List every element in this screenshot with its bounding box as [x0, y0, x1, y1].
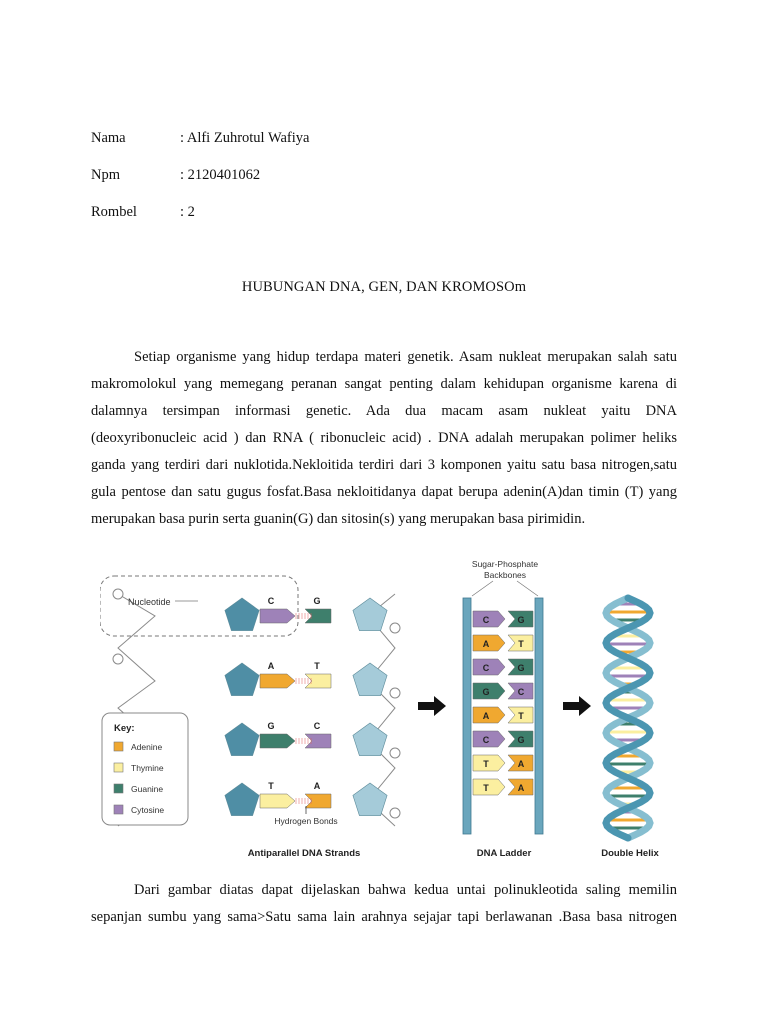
- base-left: [260, 734, 295, 748]
- sugar-pentagon: [353, 723, 387, 756]
- ladder-letter: A: [517, 759, 525, 769]
- key-label: Adenine: [131, 742, 163, 752]
- meta-value: : Alfi Zuhrotul Wafiya: [180, 130, 310, 146]
- caption-ladder: DNA Ladder: [476, 848, 532, 859]
- ladder-letter: T: [483, 759, 489, 769]
- ladder-letter: T: [518, 639, 524, 649]
- hydrogen-bonds-label: Hydrogen Bonds: [274, 816, 338, 826]
- paragraph-line: Dari gambar diatas dapat dijelaskan bahwa kedua untai polinukleotida saling memilin: [134, 882, 677, 898]
- phosphate-circle: [390, 748, 400, 758]
- key-label: Guanine: [131, 784, 164, 794]
- figure-captions: [248, 848, 660, 859]
- backbone-label: Backbones: [483, 570, 527, 580]
- phosphate-circle: [390, 808, 400, 818]
- backbone-label: Sugar-Phosphate: [471, 559, 539, 569]
- ladder-letter: A: [482, 639, 490, 649]
- caption-helix: Double Helix: [601, 848, 659, 859]
- phosphate-circle: [390, 623, 400, 633]
- key-title: Key:: [114, 723, 135, 734]
- ladder-backbone: [463, 598, 471, 834]
- meta-label: Nama: [91, 130, 126, 146]
- ladder-base-left: [473, 755, 505, 771]
- phosphate-circle: [113, 654, 123, 664]
- dna-structure-figure: [100, 556, 680, 866]
- ladder-letter: G: [517, 615, 525, 625]
- phosphate-circle: [390, 688, 400, 698]
- ladder-letter: A: [517, 783, 525, 793]
- ladder-letter: T: [483, 783, 489, 793]
- sugar-pentagon: [353, 598, 387, 631]
- base-letter: T: [268, 781, 274, 791]
- ladder-letter: C: [482, 615, 490, 625]
- meta-label: Npm: [91, 167, 120, 183]
- key-swatch: [114, 763, 123, 772]
- caption-strands: Antiparallel DNA Strands: [247, 848, 361, 859]
- base-left: [260, 794, 295, 808]
- meta-value: : 2: [180, 204, 195, 220]
- ladder-letter: A: [482, 711, 490, 721]
- paragraph-line: dalamnya tersimpan informasi genetic. Ada dua macam asam nukleat yaitu DNA: [91, 403, 677, 419]
- key-swatch: [114, 784, 123, 793]
- paragraph-line: merupakan basa purin serta guanin(G) dan sitosin(s) yang merupakan basa pirimidin.: [91, 511, 586, 527]
- arrow-icon: [563, 696, 591, 716]
- paragraph-line: (deoxyribonucleic acid ) dan RNA ( ribonucleic acid) . DNA adalah merupakan polimer heliks: [91, 430, 677, 446]
- base-letter: G: [313, 596, 321, 606]
- sugar-pentagon: [225, 783, 259, 816]
- paragraph-2: [91, 877, 677, 931]
- ladder-base-left: [473, 779, 505, 795]
- ladder-backbone: [535, 598, 543, 834]
- arrows: [418, 696, 591, 716]
- ladder-letter: C: [517, 687, 525, 697]
- ladder-letter: T: [518, 711, 524, 721]
- bases-key: [102, 713, 188, 825]
- meta-value: : 2120401062: [180, 167, 261, 183]
- ladder-letter: G: [517, 663, 525, 673]
- backbone-pointer: [517, 581, 538, 596]
- paragraph-line: sepanjan sumbu yang sama>Satu sama lain arahnya sejajar tapi berlawanan .Basa basa nitrogen: [91, 909, 677, 925]
- key-swatch: [114, 805, 123, 814]
- sugar-pentagon: [225, 598, 259, 631]
- sugar-pentagon: [353, 663, 387, 696]
- backbone-pointer: [472, 581, 493, 596]
- paragraph-line: makromolokul yang memegang peranan sangat penting dalam kehidupan organisme karena di: [91, 376, 677, 392]
- base-letter: G: [267, 721, 275, 731]
- key-label: Thymine: [131, 763, 164, 773]
- paragraph-1: [91, 344, 677, 533]
- base-letter: C: [267, 596, 275, 606]
- ladder-letter: G: [482, 687, 490, 697]
- key-label: Cytosine: [131, 805, 165, 815]
- ladder-letter: G: [517, 735, 525, 745]
- double-helix-diagram: [606, 598, 650, 838]
- base-left: [260, 609, 295, 623]
- base-letter: A: [313, 781, 321, 791]
- ladder-letter: C: [482, 663, 490, 673]
- dna-ladder-diagram: [463, 559, 543, 834]
- meta-label: Rombel: [91, 204, 137, 220]
- sugar-pentagon: [225, 723, 259, 756]
- phosphate-circle: [113, 589, 123, 599]
- arrow-icon: [418, 696, 446, 716]
- ladder-letter: C: [482, 735, 490, 745]
- paragraph-line: Setiap organisme yang hidup terdapa materi genetik. Asam nukleat merupakan salah satu: [134, 349, 677, 365]
- sugar-pentagon: [225, 663, 259, 696]
- base-letter: C: [313, 721, 321, 731]
- base-letter: A: [267, 661, 275, 671]
- base-letter: T: [314, 661, 320, 671]
- paragraph-line: ganda yang terdiri dari nuklotida.Nekloitida terdiri dari 3 komponen yaitu satu basa nitrogen,satu: [91, 457, 677, 473]
- nucleotide-label: Nucleotide: [128, 597, 171, 607]
- key-swatch: [114, 742, 123, 751]
- sugar-pentagon: [353, 783, 387, 816]
- paragraph-line: gula pentose dan satu gugus fosfat.Basa nekloitidanya dapat berupa adenin(A)dan timin (T) yang: [91, 484, 677, 500]
- base-left: [260, 674, 295, 688]
- page-title: HUBUNGAN DNA, GEN, DAN KROMOSOm: [241, 279, 527, 295]
